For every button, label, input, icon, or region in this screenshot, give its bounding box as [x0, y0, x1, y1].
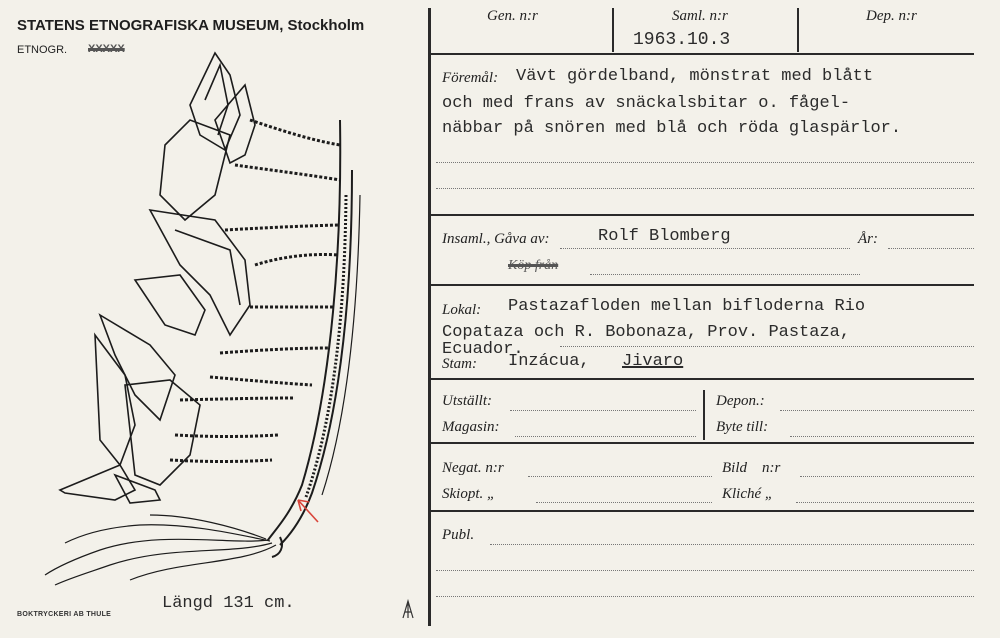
utstallt-depon-divider — [703, 390, 705, 440]
lokal-line-2: Copataza och R. Bobonaza, Prov. Pastaza, — [442, 323, 851, 342]
negat-dotted — [528, 476, 712, 477]
bild-label: Bild n:r — [722, 460, 781, 476]
skiopt-dotted — [536, 502, 712, 503]
lokal-line-1: Pastazafloden mellan bifloderna Rio — [508, 297, 866, 316]
monogram-mark — [400, 598, 416, 620]
stam-value-2: Jivaro — [622, 352, 684, 371]
stam-label: Stam: — [442, 356, 477, 372]
bild-dotted — [800, 476, 974, 477]
length-value: Längd 131 cm. — [162, 594, 295, 613]
saml-label: Saml. n:r — [672, 8, 728, 24]
lokal-label: Lokal: — [442, 302, 482, 318]
saml-value: 1963.10.3 — [633, 30, 731, 50]
etnogr-struck-value: XXXXX — [88, 43, 125, 55]
dep-label: Dep. n:r — [866, 8, 917, 24]
insaml-dotted — [560, 248, 850, 249]
foremal-line-2: och med frans av snäckalsbitar o. fågel- — [442, 94, 851, 113]
kop-label: Köp från — [508, 258, 559, 273]
publ-dotted-2 — [436, 570, 974, 571]
utstallt-dotted — [510, 410, 696, 411]
rule-utstallt — [430, 442, 974, 444]
foremal-line-1: Vävt gördelband, mönstrat med blått — [516, 67, 874, 86]
rule-top — [430, 53, 974, 55]
gen-label: Gen. n:r — [487, 8, 538, 24]
publ-dotted-1 — [490, 544, 974, 545]
kop-dotted — [590, 274, 860, 275]
museum-title: STATENS ETNOGRAFISKA MUSEUM, Stockholm — [17, 17, 365, 34]
utstallt-label: Utställt: — [442, 393, 493, 409]
byte-dotted — [790, 436, 974, 437]
rule-lokal — [430, 378, 974, 380]
depon-label: Depon.: — [716, 393, 765, 409]
rule-insaml — [430, 284, 974, 286]
publ-dotted-3 — [436, 596, 974, 597]
lokal-line-3: Ecuador. — [442, 340, 524, 359]
magasin-dotted — [515, 436, 696, 437]
foremal-dotted-1 — [436, 162, 974, 163]
foremal-dotted-2 — [436, 188, 974, 189]
card-divider — [428, 8, 431, 626]
publ-label: Publ. — [442, 527, 475, 543]
stam-value-1: Inzácua, — [508, 352, 590, 371]
etnogr-label: ETNOGR. — [17, 44, 68, 56]
printer-imprint: BOKTRYCKERI AB THULE — [17, 611, 112, 618]
saml-dep-divider — [797, 8, 799, 52]
insaml-value: Rolf Blomberg — [598, 227, 731, 246]
rule-negat — [430, 510, 974, 512]
ar-label: År: — [858, 231, 878, 247]
negat-label: Negat. n:r — [442, 460, 504, 476]
ar-dotted — [888, 248, 974, 249]
lokal-dotted — [560, 346, 974, 347]
gen-saml-divider — [612, 8, 614, 52]
skiopt-label: Skiopt. „ — [442, 486, 496, 502]
magasin-label: Magasin: — [442, 419, 500, 435]
foremal-line-3: näbbar på snören med blå och röda glaspärlor. — [442, 119, 902, 138]
kliche-label: Kliché „ — [722, 486, 774, 502]
rule-foremal — [430, 214, 974, 216]
byte-label: Byte till: — [716, 419, 769, 435]
insaml-label: Insaml., Gåva av: — [442, 231, 550, 247]
belt-illustration — [40, 45, 420, 600]
kliche-dotted — [796, 502, 974, 503]
depon-dotted — [780, 410, 974, 411]
foremal-label: Föremål: — [442, 70, 499, 86]
